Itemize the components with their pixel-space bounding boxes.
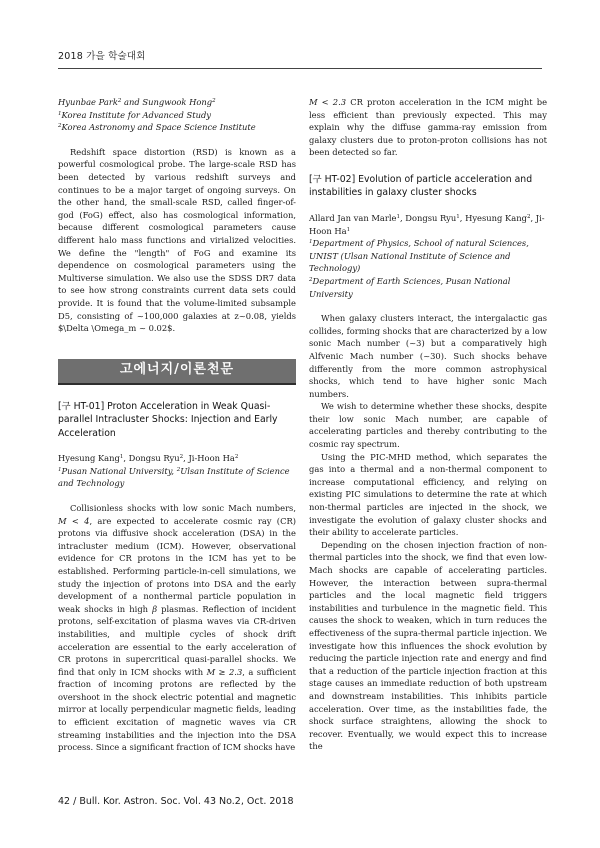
ht02-paragraph-3: Using the PIC-MHD method, which separates the gas into a thermal and a non-thermal component to increase computational efficiency, and relying on existing PIC simulations to determine the rate at which non-thermal particles are injected in the shock, we investigate the evolution of galaxy cluster shocks and their ability to accelerate particles. [309, 451, 547, 538]
ht01-body-part-5: CR proton acceleration in the ICM might be less efficient than previously expected. This may explain why the diffuse gamma-ray emission from galaxy clusters due to proton-proton collisions has not been detected so far. [309, 97, 548, 158]
ht02-author-4-sup: 1 [346, 226, 351, 233]
ht01-affil-2-sup: 2 [176, 466, 181, 473]
ht01-affil-2-text: Ulsan Institute of Science and Technology [58, 465, 290, 489]
ht01-author-3: , Ji-Hoon Ha [183, 453, 235, 464]
ht02-paragraph-4: Depending on the chosen injection fraction of non-thermal particles into the shock, we find that even low-Mach shocks are capable of accelerating particles. However, the interaction between supra-thermal particles and the local magnetic field triggers instabilities and turbulence in the magnetic field. This causes the shock to weaken, which in turn reduces the effectiveness of the supra-thermal particle injection. We investigate how this influences the shock evolution by reducing the particle injection rate and energy and find that a reduction of the particle injection fraction at this stage causes an immediate reduction of both upstream and downstream instabilities. This inhibits particle acceleration. Over time, as the instabilities fade, the shock surface straightens, allowing the shock to recover. Eventually, we would expect this to increase the [309, 539, 547, 752]
ht02-author-1: Allard Jan van Marle [309, 212, 397, 223]
rsd-author-1-sup: 2 [117, 98, 122, 104]
ht01-affil-1-text: Pusan National University, [61, 465, 177, 476]
running-header: 2018 가을 학술대회 [58, 51, 146, 62]
ht01-math-1: M < 4 [58, 515, 90, 526]
ht02-title: [구 HT-02] Evolution of particle acceleration and instabilities in galaxy cluster shocks [309, 173, 533, 199]
ht01-abstract-continued [309, 96, 547, 159]
rsd-author-2: and Sungwook Hong [121, 97, 213, 107]
ht02-author-1-sup: 1 [396, 213, 400, 220]
ht01-author-2: , Dongsu Ryu [123, 453, 180, 464]
ht01-math-3: M ≥ 2.3 [206, 666, 243, 677]
ht01-author-1: Hyesung Kang [58, 453, 120, 464]
ht01-body-part-2: , are expected to accelerate cosmic ray (CR) protons via diffusive shock acceleration (DSA) in the intracluster medium (ICM). However, observational evidence for CR protons in the ICM has yet to be established. Performing particle-in-cell simulations, we study the injection of protons into DSA and the early development of a nonthermal particle population in weak shocks in high [58, 515, 296, 614]
ht01-author-1-sup: 1 [119, 454, 124, 461]
ht02-affil-2-text: Department of Earth Sciences, Pusan National University [309, 275, 511, 299]
ht01-body-part-4: , a sufficient fraction of incoming protons are reflected by the overshoot in the shock electric potential and magnetic mirror at locally perpendicular magnetic fields, leading to efficient excitation of magnetic waves via CR streaming instabilities and the injection into the DSA process. Since a significant fraction of ICM shocks have [58, 666, 296, 753]
ht02-author-4: , Ji-Hoon Ha [309, 212, 545, 236]
left-column [58, 96, 296, 754]
header-rule [58, 68, 542, 69]
ht01-affiliation [58, 465, 296, 490]
ht01-authors [58, 452, 296, 465]
page-footer-citation: 42 / Bull. Kor. Astron. Soc. Vol. 43 No.2, Oct. 2018 [58, 796, 294, 807]
rsd-affiliation-1 [58, 109, 296, 122]
ht01-author-2-sup: 2 [179, 454, 184, 461]
ht01-title: [구 HT-01] Proton Acceleration in Weak Quasi-parallel Intracluster Shocks: Injection and Early Acceleration [58, 400, 278, 439]
rsd-abstract-body: Redshift space distortion (RSD) is known as a powerful cosmological probe. The large-scale RSD has been detected by various redshift surveys and continues to be a major target of ongoing surveys. On the other hand, the small-scale RSD, called finger-of-god (FoG) effect, also has cosmological information, because different cosmological parameters cause different halo mass functions and virialized velocities. We define the "length" of FoG and examine its dependence on cosmological parameters using the Multiverse simulation. We also use the SDSS DR7 data to see how strong constraints current data sets could provide. It is found that the volume-limited subsample D5, consisting of ~100,000 galaxies at z~0.08, yields $\Delta \Omega_m ~ 0.02$. [58, 146, 296, 334]
ht01-body-part-3: plasmas. Reflection of incident protons, self-excitation of plasma waves via CR-driven instabilities, and multiple cycles of shock drift acceleration are essential to the early acceleration of CR protons in supercritical quasi-parallel shocks. We find that only in ICM shocks with [58, 603, 296, 677]
ht02-author-3-sup: 2 [526, 213, 531, 220]
ht02-author-2: , Dongsu Ryu [400, 212, 457, 223]
ht01-abstract-body [58, 502, 296, 754]
ht02-paragraph-2: We wish to determine whether these shocks, despite their low sonic Mach number, are capable of accelerating particles and thereby contributing to the cosmic ray spectrum. [309, 401, 547, 450]
rsd-authors [58, 96, 296, 109]
ht01-math-2: β [152, 603, 158, 614]
rsd-affil-2-sup: 2 [58, 123, 62, 130]
ht01-body-part-1: Collisionless shocks with low sonic Mach numbers, [70, 502, 296, 513]
rsd-affil-1-sup: 1 [58, 110, 62, 117]
ht02-affil-2-sup: 2 [309, 276, 313, 283]
rsd-author-2-sup: 2 [212, 98, 216, 104]
ht02-affil-1-sup: 1 [309, 239, 313, 246]
ht01-author-3-sup: 2 [234, 454, 239, 461]
ht02-paragraph-1: When galaxy clusters interact, the intergalactic gas collides, forming shocks that are characterized by a low sonic Mach number (~3) but a comparatively high Alfvenic Mach number (~30). Such shocks behave differently from the more common astrophysical shocks, which tend to have higher sonic Mach numbers. [309, 313, 547, 399]
ht01-affil-1-sup: 1 [58, 466, 62, 473]
ht02-author-3: , Hyesung Kang [459, 212, 527, 223]
ht01-math-4: M < 2.3 [309, 97, 347, 107]
rsd-affiliation-2 [58, 121, 296, 134]
ht02-author-2-sup: 1 [456, 213, 460, 220]
right-column [309, 96, 547, 753]
ht02-affil-1-text: Department of Physics, School of natural Sciences, UNIST (Ulsan National Institute of Science and Technology) [309, 238, 529, 274]
rsd-affil-2-text: Korea Astronomy and Space Science Institute [61, 122, 256, 133]
rsd-affil-1-text: Korea Institute for Advanced Study [61, 109, 212, 120]
section-banner [58, 359, 296, 385]
ht02-authors [309, 212, 547, 237]
rsd-author-1: Hyunbae Park [58, 97, 118, 107]
ht02-affiliation-1 [309, 237, 547, 275]
ht02-affiliation-2 [309, 275, 547, 300]
section-banner-label: 고에너지/이론천문 [119, 362, 235, 378]
